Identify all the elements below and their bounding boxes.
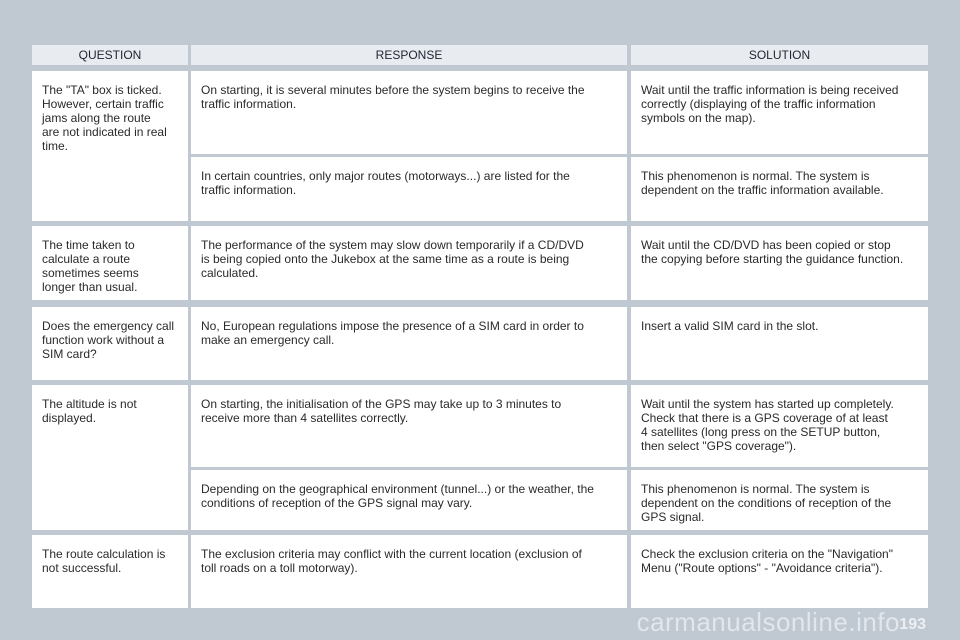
question-cell-route-time: The time taken to calculate a route sometimes seems longer than usual. <box>32 226 188 300</box>
response-cell-altitude-2: Depending on the geographical environment (tunnel...) or the weather, the conditions of reception of the GPS signal may vary. <box>191 470 627 530</box>
page-number: 193 <box>899 616 926 633</box>
solution-cell-emergency: Insert a valid SIM card in the slot. <box>631 307 928 380</box>
header-question: QUESTION <box>32 45 188 65</box>
solution-cell-route-time: Wait until the CD/DVD has been copied or stop the copying before starting the guidance function. <box>631 226 928 300</box>
solution-cell-altitude-2: This phenomenon is normal. The system is dependent on the conditions of reception of the GPS signal. <box>631 470 928 530</box>
response-cell-traffic-2: In certain countries, only major routes (motorways...) are listed for the traffic information. <box>191 157 627 221</box>
question-cell-altitude: The altitude is not displayed. <box>32 385 188 530</box>
solution-cell-route-calc: Check the exclusion criteria on the "Navigation" Menu ("Route options" - "Avoidance criteria"). <box>631 535 928 608</box>
response-cell-route-calc: The exclusion criteria may conflict with the current location (exclusion of toll roads on a toll motorway). <box>191 535 627 608</box>
question-cell-traffic: The "TA" box is ticked. However, certain traffic jams along the route are not indicated in real time. <box>32 71 188 221</box>
response-cell-emergency: No, European regulations impose the presence of a SIM card in order to make an emergency call. <box>191 307 627 380</box>
solution-cell-traffic-2: This phenomenon is normal. The system is dependent on the traffic information available. <box>631 157 928 221</box>
response-cell-route-time: The performance of the system may slow down temporarily if a CD/DVD is being copied onto the Jukebox at the same time as a route is being calculated. <box>191 226 627 300</box>
response-cell-traffic-1: On starting, it is several minutes before the system begins to receive the traffic information. <box>191 71 627 154</box>
response-cell-altitude-1: On starting, the initialisation of the GPS may take up to 3 minutes to receive more than 4 satellites correctly. <box>191 385 627 467</box>
solution-cell-altitude-1: Wait until the system has started up completely. Check that there is a GPS coverage of at least 4 satellites (long press on the SETUP button, then select "GPS coverage"). <box>631 385 928 467</box>
solution-cell-traffic-1: Wait until the traffic information is being received correctly (displaying of the traffic information symbols on the map). <box>631 71 928 154</box>
question-cell-emergency: Does the emergency call function work without a SIM card? <box>32 307 188 380</box>
header-response: RESPONSE <box>191 45 627 65</box>
header-solution: SOLUTION <box>631 45 928 65</box>
watermark: carmanualsonline.info <box>636 607 900 637</box>
question-cell-route-calc: The route calculation is not successful. <box>32 535 188 608</box>
